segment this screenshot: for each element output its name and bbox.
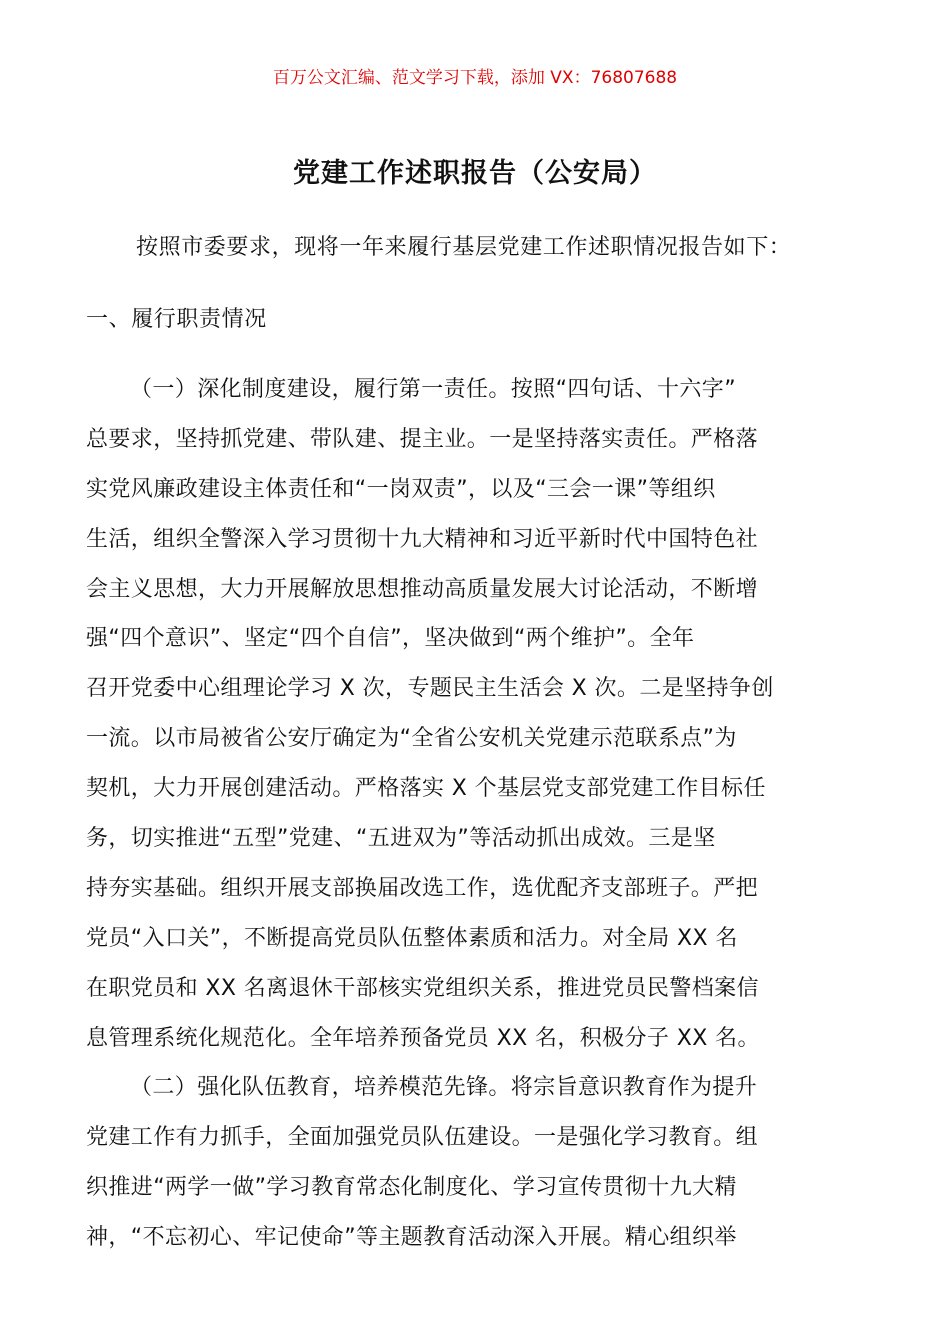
paragraph-line: 一流。以市局被省公安厅确定为“全省公安机关党建示范联系点”为 [86,726,737,752]
intro-paragraph: 按照市委要求，现将一年来履行基层党建工作述职情况报告如下： [136,235,792,260]
section-heading-1: 一、履行职责情况 [86,307,267,332]
paragraph-line: 会主义思想，大力开展解放思想推动高质量发展大讨论活动，不断增 [86,576,759,602]
paragraph-line: 务，切实推进“五型”党建、“五进双为”等活动抓出成效。三是坚 [86,826,716,852]
paragraph-line: 在职党员和 XX 名离退休干部核实党组织关系，推进党员民警档案信 [86,975,759,1001]
paragraph-line: 持夯实基础。组织开展支部换届改选工作，选优配齐支部班子。严把 [86,875,759,901]
document-title: 党建工作述职报告（公安局） [293,158,657,189]
paragraph-line: 织推进“两学一做”学习教育常态化制度化、学习宣传贯彻十九大精 [86,1174,737,1200]
paragraph-line: 党员“入口关”，不断提高党员队伍整体素质和活力。对全局 XX 名 [86,925,738,951]
paragraph-line: （二）强化队伍教育，培养模范先锋。将宗旨意识教育作为提升 [130,1075,758,1100]
paragraph-line: 生活，组织全警深入学习贯彻十九大精神和习近平新时代中国特色社 [86,526,759,552]
paragraph-line: 契机，大力开展创建活动。严格落实 X 个基层党支部党建工作目标任 [86,776,766,802]
paragraph-2 [86,1066,866,1266]
paragraph-1 [86,368,866,1066]
paragraph-line: 神，“不忘初心、牢记使命”等主题教育活动深入开展。精心组织举 [86,1224,737,1250]
paragraph-line: 总要求，坚持抓党建、带队建、提主业。一是坚持落实责任。严格落 [86,426,759,452]
paragraph-line: 召开党委中心组理论学习 X 次，专题民主生活会 X 次。二是坚持争创 [86,676,774,702]
paragraph-line: （一）深化制度建设，履行第一责任。按照“四句话、十六字” [130,377,736,402]
paragraph-line: 息管理系统化规范化。全年培养预备党员 XX 名，积极分子 XX 名。 [86,1025,760,1051]
paragraph-line: 强“四个意识”、坚定“四个自信”，坚决做到“两个维护”。全年 [86,626,695,652]
watermark-text: 百万公文汇编、范文学习下载，添加 VX：76807688 [272,68,678,88]
paragraph-line: 实党风廉政建设主体责任和“一岗双责”，以及“三会一课”等组织 [86,476,716,502]
paragraph-line: 党建工作有力抓手，全面加强党员队伍建设。一是强化学习教育。组 [86,1124,759,1150]
